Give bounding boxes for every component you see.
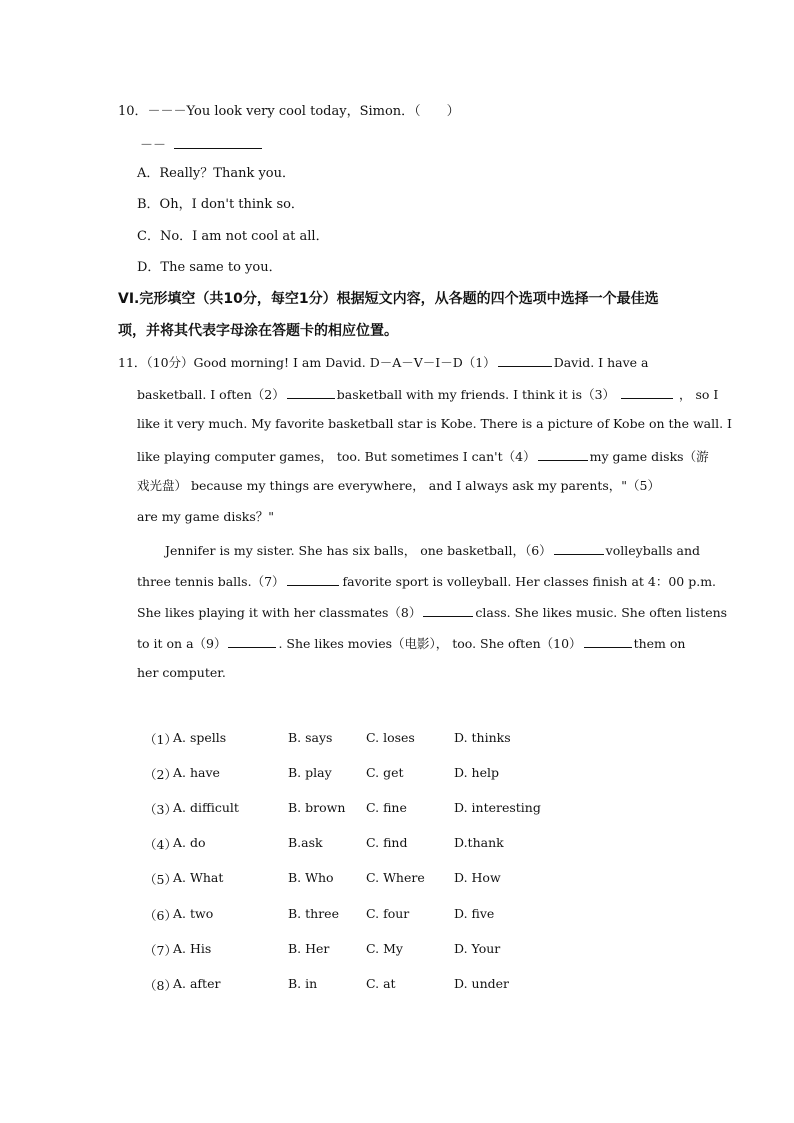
option-a[interactable]: A．Really？Thank you．	[137, 166, 295, 181]
blank-6	[554, 541, 604, 555]
passage-p1-line5: 戏光盘） because my things are everywhere， and I always ask my parents，"（5）	[137, 478, 661, 493]
choice-a[interactable]: A. What	[173, 870, 224, 885]
blank-7	[287, 572, 339, 586]
question-10-reply	[140, 135, 262, 154]
choice-number: （7）	[144, 943, 177, 958]
passage-p1-line4	[137, 447, 709, 465]
answer-blank	[174, 135, 262, 149]
text-segment: favorite sport is volleyball. Her classes finish at 4：00 p.m.	[342, 574, 717, 589]
choice-b[interactable]: B. three	[288, 906, 339, 921]
passage-p2-line4	[137, 634, 685, 652]
text-segment: three tennis balls.（7）	[137, 574, 285, 589]
choice-number: （3）	[144, 802, 177, 817]
blank-2	[287, 385, 335, 399]
choice-b[interactable]: B. Who	[288, 870, 334, 885]
reply-dashes: －－	[140, 138, 167, 153]
passage-p1-line6: are my game disks？"	[137, 509, 275, 524]
blank-8	[423, 603, 473, 617]
choice-c[interactable]: C. find	[366, 835, 408, 850]
choice-d[interactable]: D. help	[454, 765, 499, 780]
choice-d[interactable]: D. thinks	[454, 730, 511, 745]
text-segment: to it on a（9）	[137, 636, 227, 651]
question-10-stem: 10．－－－You look very cool today，Simon．（ ）	[118, 104, 460, 119]
section-heading-line1: VI.完形填空（共10分，每空1分）根据短文内容，从各题的四个选项中选择一个最佳选	[118, 291, 659, 307]
choice-number: （5）	[144, 872, 177, 887]
text-segment: Jennifer is my sister. She has six balls， one basketball，（6）	[165, 543, 552, 558]
choice-c[interactable]: C. get	[366, 765, 404, 780]
passage-p2-line2	[137, 572, 716, 590]
text-segment: them on	[633, 636, 686, 651]
passage-p2-line1	[165, 541, 700, 559]
choice-number: （8）	[144, 978, 177, 993]
choice-d[interactable]: D. five	[454, 906, 495, 921]
option-d[interactable]: D．The same to you．	[137, 260, 282, 275]
choice-a[interactable]: A. two	[173, 906, 214, 921]
passage-p1-line1	[118, 353, 648, 371]
choice-b[interactable]: B. brown	[288, 800, 346, 815]
text-segment: basketball with my friends. I think it is（3）	[336, 387, 616, 402]
option-c[interactable]: C．No．I am not cool at all．	[137, 229, 329, 244]
text-segment: class. She likes music. She often listens	[475, 605, 728, 620]
choice-a[interactable]: A. His	[173, 941, 212, 956]
text-segment: David. I have a	[553, 355, 649, 370]
choice-a[interactable]: A. difficult	[173, 800, 239, 815]
text-segment: ， so I	[679, 387, 719, 402]
choice-b[interactable]: B. says	[288, 730, 333, 745]
blank-9	[228, 634, 276, 648]
choice-c[interactable]: C. fine	[366, 800, 407, 815]
choice-a[interactable]: A. after	[173, 976, 221, 991]
choice-c[interactable]: C. My	[366, 941, 403, 956]
choice-d[interactable]: D.thank	[454, 835, 504, 850]
option-b[interactable]: B．Oh，I don't think so．	[137, 197, 304, 212]
blank-10	[584, 634, 632, 648]
choice-d[interactable]: D. Your	[454, 941, 501, 956]
choice-a[interactable]: A. have	[173, 765, 220, 780]
blank-3	[621, 385, 673, 399]
choice-c[interactable]: C. loses	[366, 730, 415, 745]
choice-b[interactable]: B. Her	[288, 941, 330, 956]
choice-number: （6）	[144, 908, 177, 923]
choice-c[interactable]: C. Where	[366, 870, 425, 885]
text-segment: 11．（10分）Good morning! I am David. D－A－V－I－D（1）	[118, 355, 496, 370]
choice-c[interactable]: C. four	[366, 906, 410, 921]
choice-d[interactable]: D. How	[454, 870, 501, 885]
choice-b[interactable]: B. play	[288, 765, 332, 780]
section-heading-line2: 项，并将其代表字母涂在答题卡的相应位置。	[118, 323, 398, 339]
choice-d[interactable]: D. under	[454, 976, 509, 991]
passage-p2-line5: her computer.	[137, 665, 226, 680]
choice-b[interactable]: B. in	[288, 976, 318, 991]
choice-number: （2）	[144, 767, 177, 782]
text-segment: like playing computer games， too. But sometimes I can't（4）	[137, 449, 536, 464]
text-segment: volleyballs and	[605, 543, 701, 558]
text-segment: basketball. I often（2）	[137, 387, 285, 402]
choice-number: （4）	[144, 837, 177, 852]
blank-4	[538, 447, 588, 461]
text-segment: She likes playing it with her classmates（8）	[137, 605, 422, 620]
choice-b[interactable]: B.ask	[288, 835, 323, 850]
text-segment: my game disks（游	[589, 449, 709, 464]
choice-number: （1）	[144, 732, 177, 747]
choice-d[interactable]: D. interesting	[454, 800, 541, 815]
passage-p1-line3: like it very much. My favorite basketball star is Kobe. There is a picture of Kobe on the wall. I	[137, 416, 732, 431]
blank-1	[498, 353, 552, 367]
text-segment: . She likes movies（电影）， too. She often（10）	[278, 636, 582, 651]
passage-p1-line2	[137, 385, 718, 403]
choice-a[interactable]: A. do	[173, 835, 206, 850]
passage-p2-line3	[137, 603, 727, 621]
choice-c[interactable]: C. at	[366, 976, 396, 991]
choice-a[interactable]: A. spells	[173, 730, 227, 745]
